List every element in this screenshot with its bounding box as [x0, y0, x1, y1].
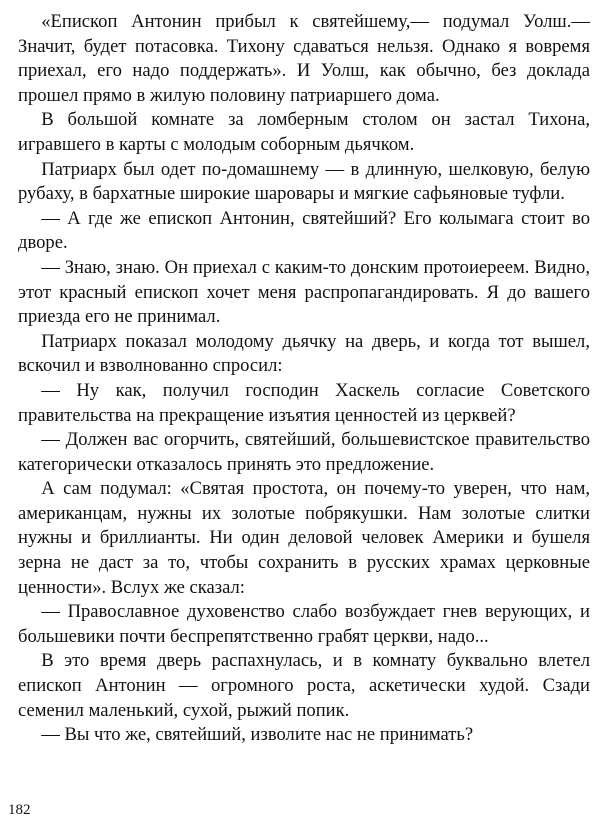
- paragraph: — Православное духовенство слабо возбуждает гнев верующих, и большевики почти беспрепятственно грабят церкви, надо...: [18, 601, 590, 647]
- paragraph: В это время дверь распахнулась, и в комнату буквально влетел епископ Антонин — огромного роста, аскетически худой. Сзади семенил маленький, сухой, рыжий попик.: [18, 650, 590, 721]
- paragraph: В большой комнате за ломберным столом он застал Тихона, игравшего в карты с молодым соборным дьячком.: [18, 109, 590, 155]
- paragraph: А сам подумал: «Святая простота, он почему-то уверен, что нам, американцам, нужны их золотые побрякушки. Нам золотые слитки нужны и бриллианты. Ни один деловой человек Америки и бушеля зерна не даст за то, чтобы сохранить в русских храмах церковные ценности». Вслух же сказал:: [18, 478, 590, 598]
- paragraph: — Вы что же, святейший, изволите нас не принимать?: [41, 724, 474, 746]
- paragraph: — Знаю, знаю. Он приехал с каким-то донским протоиереем. Видно, этот красный епископ хочет меня распропагандировать. Я до вашего приезда его не принимал.: [18, 256, 590, 328]
- paragraph: — Должен вас огорчить, святейший, большевистское правительство категорически отказалось принять это предложение.: [18, 429, 590, 475]
- page-number: 182: [8, 802, 31, 818]
- paragraph: «Епископ Антонин прибыл к святейшему,— подумал Уолш.— Значит, будет потасовка. Тихону сдаваться нельзя. Однако я вовремя приехал, его надо поддержать». И Уолш, как обычно, без доклада прошел прямо в жилую половину патриаршего дома.: [18, 11, 590, 106]
- page-text: [18, 10, 590, 748]
- paragraph: — Ну как, получил господин Хаскель согласие Советского правительства на прекращение изъятия ценностей из церквей?: [18, 379, 590, 426]
- paragraph: Патриарх показал молодому дьячку на дверь, и когда тот вышел, вскочил и взволнованно спросил:: [18, 330, 590, 377]
- paragraph: Патриарх был одет по-домашнему — в длинную, шелковую, белую рубаху, в бархатные широкие шаровары и мягкие сафьяновые туфли.: [18, 158, 590, 205]
- paragraph: — А где же епископ Антонин, святейший? Его колымага стоит во дворе.: [18, 207, 590, 254]
